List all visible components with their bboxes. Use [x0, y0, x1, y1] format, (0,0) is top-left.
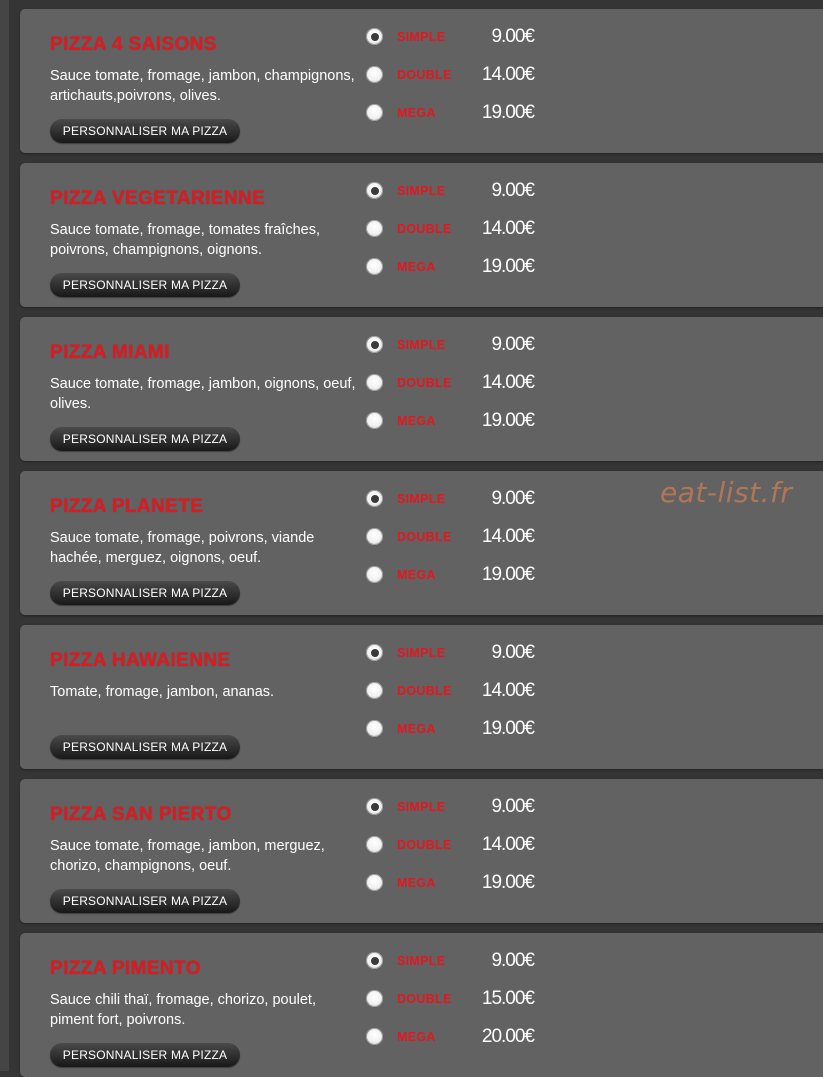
price: 14.00€ — [481, 218, 534, 239]
size-label: SIMPLE — [397, 954, 446, 968]
size-label: DOUBLE — [397, 222, 452, 236]
size-label: DOUBLE — [397, 68, 452, 82]
price: 20.00€ — [481, 1026, 534, 1047]
price: 19.00€ — [481, 102, 534, 123]
size-radio-mega[interactable] — [366, 104, 383, 121]
size-radio-simple[interactable] — [366, 336, 383, 353]
size-radio-mega[interactable] — [366, 720, 383, 737]
size-radio-double[interactable] — [366, 682, 383, 699]
size-label: MEGA — [397, 722, 436, 736]
price: 14.00€ — [481, 680, 534, 701]
pizza-menu-list — [20, 9, 823, 1077]
customize-pizza-button[interactable]: PERSONNALISER MA PIZZA — [50, 273, 240, 297]
size-option-double — [366, 834, 534, 856]
size-option-double — [366, 372, 534, 394]
pizza-description: Sauce tomate, fromage, poivrons, viande hachée, merguez, oignons, oeuf. — [50, 530, 315, 566]
size-label: MEGA — [397, 1030, 436, 1044]
customize-pizza-button[interactable]: PERSONNALISER MA PIZZA — [50, 735, 240, 759]
pizza-name: PIZZA PIMENTO — [50, 958, 201, 979]
size-radio-simple[interactable] — [366, 952, 383, 969]
pizza-description: Tomate, fromage, jambon, ananas. — [50, 684, 275, 700]
size-option-simple — [366, 334, 534, 356]
size-label: MEGA — [397, 414, 436, 428]
pizza-description: Sauce tomate, fromage, jambon, oignons, oeuf, olives. — [50, 376, 356, 412]
size-radio-double[interactable] — [366, 220, 383, 237]
price: 14.00€ — [481, 372, 534, 393]
price: 9.00€ — [491, 334, 534, 355]
pizza-card — [20, 163, 823, 307]
price: 9.00€ — [491, 488, 534, 509]
size-option-simple — [366, 488, 534, 510]
size-label: DOUBLE — [397, 838, 452, 852]
pizza-name: PIZZA SAN PIERTO — [50, 804, 232, 825]
size-radio-double[interactable] — [366, 990, 383, 1007]
pizza-description: Sauce chili thaï, fromage, chorizo, poulet, piment fort, poivrons. — [50, 992, 316, 1028]
size-option-mega — [366, 564, 534, 586]
price: 19.00€ — [481, 410, 534, 431]
price: 9.00€ — [491, 180, 534, 201]
size-radio-double[interactable] — [366, 374, 383, 391]
size-radio-simple[interactable] — [366, 490, 383, 507]
size-label: DOUBLE — [397, 992, 452, 1006]
size-radio-simple[interactable] — [366, 644, 383, 661]
price: 9.00€ — [491, 950, 534, 971]
price: 19.00€ — [481, 718, 534, 739]
price: 14.00€ — [481, 64, 534, 85]
pizza-card — [20, 933, 823, 1077]
size-radio-mega[interactable] — [366, 566, 383, 583]
pizza-description: Sauce tomate, fromage, jambon, champignons, artichauts,poivrons, olives. — [50, 68, 355, 104]
size-label: SIMPLE — [397, 338, 446, 352]
size-radio-mega[interactable] — [366, 258, 383, 275]
size-label: SIMPLE — [397, 800, 446, 814]
size-radio-mega[interactable] — [366, 412, 383, 429]
pizza-name: PIZZA MIAMI — [50, 342, 170, 363]
size-option-double — [366, 64, 534, 86]
pizza-name: PIZZA VEGETARIENNE — [50, 188, 266, 209]
size-option-double — [366, 988, 534, 1010]
size-label: SIMPLE — [397, 492, 446, 506]
size-option-mega — [366, 256, 534, 278]
size-label: DOUBLE — [397, 530, 452, 544]
size-radio-double[interactable] — [366, 528, 383, 545]
price: 19.00€ — [481, 256, 534, 277]
pizza-name: PIZZA HAWAIENNE — [50, 650, 231, 671]
size-label: SIMPLE — [397, 184, 446, 198]
size-label: MEGA — [397, 260, 436, 274]
size-option-double — [366, 526, 534, 548]
price: 9.00€ — [491, 796, 534, 817]
size-radio-simple[interactable] — [366, 28, 383, 45]
size-option-simple — [366, 796, 534, 818]
size-option-mega — [366, 718, 534, 740]
customize-pizza-button[interactable]: PERSONNALISER MA PIZZA — [50, 119, 240, 143]
price: 19.00€ — [481, 872, 534, 893]
size-label: SIMPLE — [397, 30, 446, 44]
size-option-simple — [366, 642, 534, 664]
price: 15.00€ — [481, 988, 534, 1009]
watermark: eat-list.fr — [660, 476, 793, 509]
size-radio-simple[interactable] — [366, 798, 383, 815]
size-option-mega — [366, 1026, 534, 1048]
customize-pizza-button[interactable]: PERSONNALISER MA PIZZA — [50, 1043, 240, 1067]
size-option-double — [366, 218, 534, 240]
pizza-card — [20, 625, 823, 769]
price: 14.00€ — [481, 834, 534, 855]
left-border-strip — [0, 0, 9, 1071]
customize-pizza-button[interactable]: PERSONNALISER MA PIZZA — [50, 889, 240, 913]
customize-pizza-button[interactable]: PERSONNALISER MA PIZZA — [50, 427, 240, 451]
size-label: SIMPLE — [397, 646, 446, 660]
size-radio-double[interactable] — [366, 66, 383, 83]
pizza-card — [20, 317, 823, 461]
size-label: MEGA — [397, 876, 436, 890]
size-option-mega — [366, 102, 534, 124]
size-radio-mega[interactable] — [366, 874, 383, 891]
pizza-card — [20, 9, 823, 153]
size-option-simple — [366, 26, 534, 48]
size-radio-mega[interactable] — [366, 1028, 383, 1045]
size-option-mega — [366, 872, 534, 894]
size-radio-double[interactable] — [366, 836, 383, 853]
price: 9.00€ — [491, 26, 534, 47]
size-label: DOUBLE — [397, 376, 452, 390]
pizza-description: Sauce tomate, fromage, jambon, merguez, chorizo, champignons, oeuf. — [50, 838, 325, 874]
price: 14.00€ — [481, 526, 534, 547]
size-option-simple — [366, 180, 534, 202]
customize-pizza-button[interactable]: PERSONNALISER MA PIZZA — [50, 581, 240, 605]
pizza-description: Sauce tomate, fromage, tomates fraîches, poivrons, champignons, oignons. — [50, 222, 320, 258]
size-label: DOUBLE — [397, 684, 452, 698]
pizza-card — [20, 779, 823, 923]
size-label: MEGA — [397, 106, 436, 120]
size-radio-simple[interactable] — [366, 182, 383, 199]
price: 19.00€ — [481, 564, 534, 585]
price: 9.00€ — [491, 642, 534, 663]
size-label: MEGA — [397, 568, 436, 582]
size-option-simple — [366, 950, 534, 972]
size-option-double — [366, 680, 534, 702]
size-option-mega — [366, 410, 534, 432]
pizza-name: PIZZA 4 SAISONS — [50, 34, 217, 55]
pizza-name: PIZZA PLANETE — [50, 496, 204, 517]
